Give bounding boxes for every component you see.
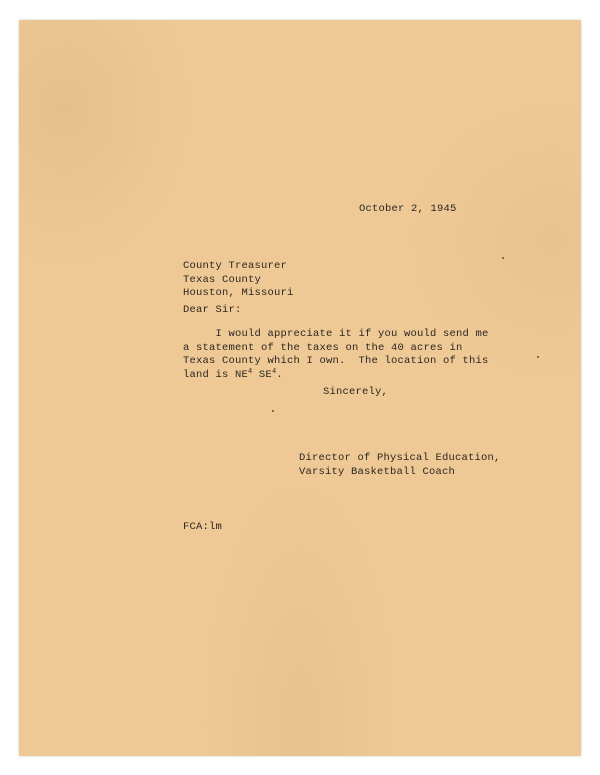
letter-page — [19, 20, 581, 756]
letter-date: October 2, 1945 — [359, 203, 457, 215]
body-line-4-mid: SE — [252, 368, 272, 381]
paper-speck — [502, 257, 504, 259]
paper-speck — [537, 356, 539, 358]
signature-title: Director of Physical Education, — [299, 452, 501, 464]
body-line-4-sup-2: 4 — [271, 367, 277, 376]
closing: Sincerely, — [323, 386, 389, 398]
body-line-4-suffix: . — [276, 368, 283, 381]
body-line-1: I would appreciate it if you would send me — [183, 328, 489, 340]
address-line-2: Texas County — [183, 273, 262, 286]
body-line-2: a statement of the taxes on the 40 acres in — [183, 341, 463, 354]
recipient-address — [183, 260, 294, 301]
address-line-3: Houston, Missouri — [183, 287, 294, 299]
body-line-4-sup-1: 4 — [248, 367, 253, 376]
signature-subtitle: Varsity Basketball Coach — [299, 465, 456, 478]
body-line-3: Texas County which I own. The location of this — [183, 355, 489, 367]
address-line-1: County Treasurer — [183, 260, 288, 272]
letter-body — [183, 328, 489, 382]
paper-speck — [272, 410, 274, 412]
body-line-4-prefix: land is NE — [183, 368, 249, 381]
body-line-4 — [183, 369, 489, 383]
signature-block — [299, 452, 501, 479]
salutation: Dear Sir: — [183, 304, 242, 316]
reference-initials: FCA:lm — [183, 521, 223, 533]
